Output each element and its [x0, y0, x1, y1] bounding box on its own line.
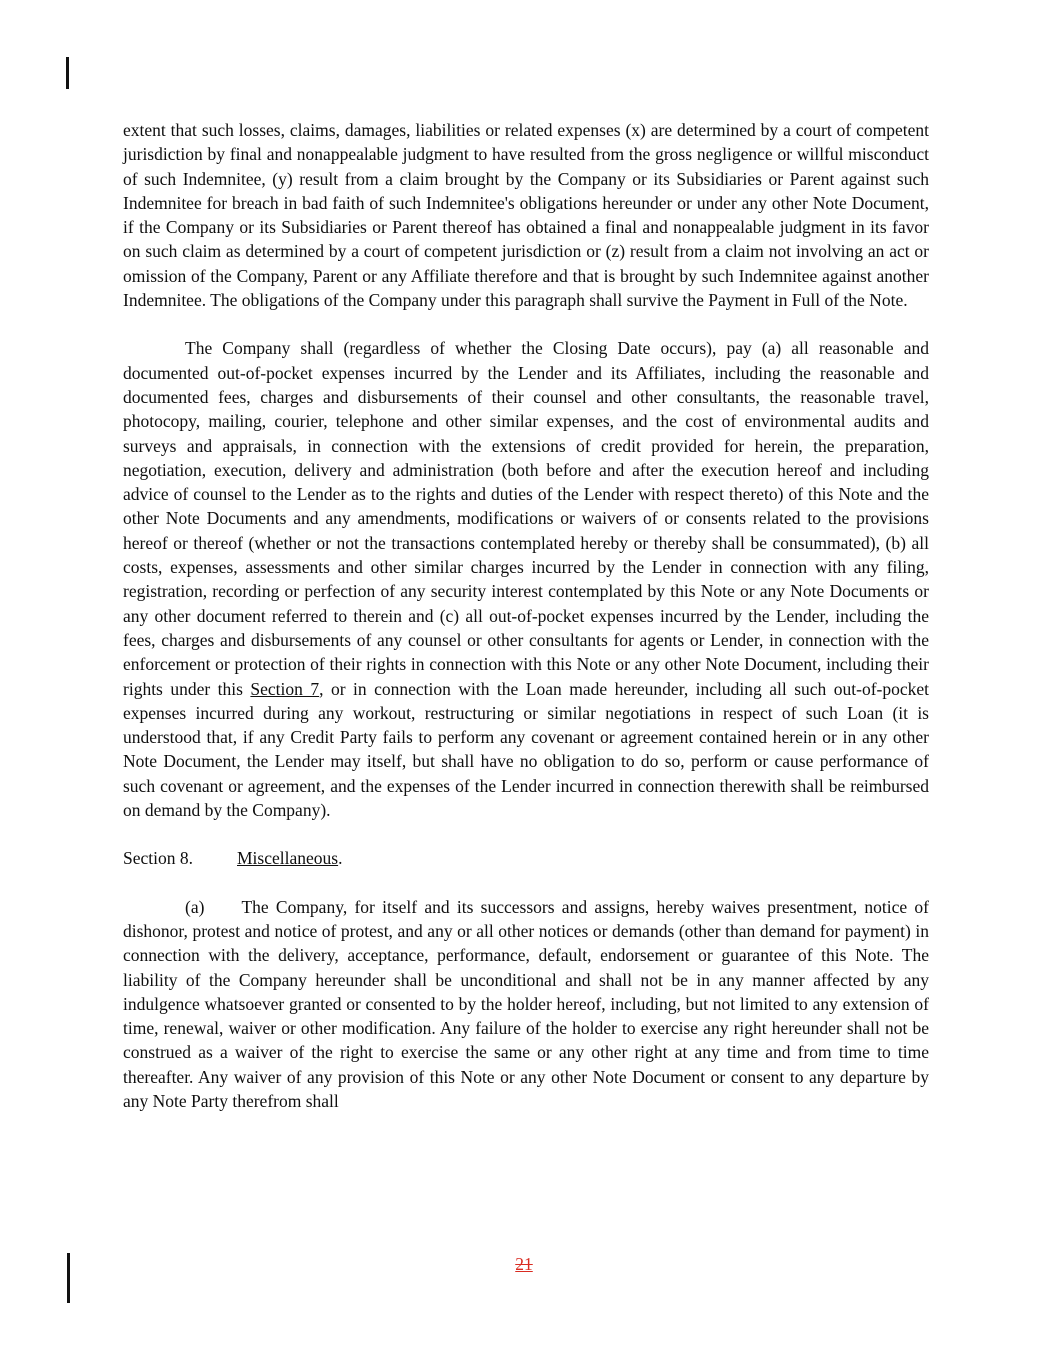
page-number: 21 [515, 1254, 533, 1274]
paragraph-expenses-text-pre: The Company shall (regardless of whether the Closing Date occurs), pay (a) all reasonable and documented out-of-pocket expenses incurred by the Lender and its Affiliates, including the reasonable and documented fees, charges and disbursements of their counsel and other consultants, the reasonable travel, photocopy, mailing, courier, telephone and other similar expenses, and the cost of environmental audits and surveys and appraisals, in connection with the extensions of credit provided for herein, the preparation, negotiation, execution, delivery and administration (both before and after the execution hereof and including advice of counsel to the Lender as to the rights and duties of the Lender with respect thereto) of this Note and the other Note Documents and any amendments, modifications or waivers of or consents related to the provisions hereof or thereof (whether or not the transactions contemplated hereby or thereby shall be consummated), (b) all costs, expenses, assessments and other similar charges incurred by the Lender in connection with any filing, registration, recording or perfection of any security interest contemplated by this Note or any Note Documents or any other document referred to therein and (c) all out-of-pocket expenses incurred by the Lender, including the fees, charges and disbursements of any counsel or other consultants for agents or Lender, in connection with the enforcement or protection of their rights in connection with this Note or any other Note Document, including their rights under this [123, 338, 929, 699]
revision-change-bar-top [66, 57, 69, 89]
section-8-title: Miscellaneous [237, 848, 339, 869]
section-7-reference: Section 7 [250, 678, 320, 699]
section-8-period: . [338, 848, 343, 869]
paragraph-expenses [123, 336, 929, 822]
paragraph-indemnification: extent that such losses, claims, damages, liabilities or related expenses (x) are determined by a court of competent jurisdiction by final and nonappealable judgment to have resulted from the gross negligence or willful misconduct of such Indemnitee, (y) result from a claim brought by the Company or its Subsidiaries or Parent against such Indemnitee for breach in bad faith of such Indemnitee's obligations hereunder or under any other Note Document, if the Company or its Subsidiaries or Parent thereof has obtained a final and nonappealable judgment in its favor on such claim as determined by a court of competent jurisdiction or (z) result from a claim not involving an act or omission of the Company, Parent or any Affiliate therefore and that is brought by such Indemnitee against another Indemnitee. The obligations of the Company under this paragraph shall survive the Payment in Full of the Note. [123, 120, 929, 311]
paragraph-expenses-text-post: , or in connection with the Loan made hereunder, including all such out-of-pocket expenses incurred during any workout, restructuring or similar negotiations in respect of such Loan (it is understood that, if any Credit Party fails to perform any covenant or agreement contained herein or in any other Note Document, the Lender may itself, but shall have no obligation to do so, perform or cause performance of such covenant or agreement, and the expenses of the Lender incurred in connection therewith shall be reimbursed on demand by the Company). [123, 678, 929, 821]
paragraph-a [123, 895, 929, 1114]
paragraph-a-marker: (a) [185, 896, 205, 917]
page-footer [0, 1252, 1055, 1276]
paragraph-a-text: The Company, for itself and its successors and assigns, hereby waives presentment, notice of dishonor, protest and notice of protest, and any or all other notices or demands (other than demand for payment) in connection with the delivery, acceptance, performance, default, endorsement or guarantee of this Note. The liability of the Company hereunder shall be unconditional and shall not be in any manner affected by any indulgence whatsoever granted or consented to by the holder hereof, including, but not limited to any extension of time, renewal, waiver or other modification. Any failure of the holder to exercise any right hereunder shall not be construed as a waiver of the right to exercise the same or any other right at any time and from time to time thereafter. Any waiver of any provision of this Note or any other Note Document or consent to any departure by any Note Party therefrom shall [123, 896, 929, 1111]
section-8-label: Section 8. [123, 848, 193, 869]
section-8-heading [123, 846, 929, 870]
document-body [123, 118, 929, 1137]
